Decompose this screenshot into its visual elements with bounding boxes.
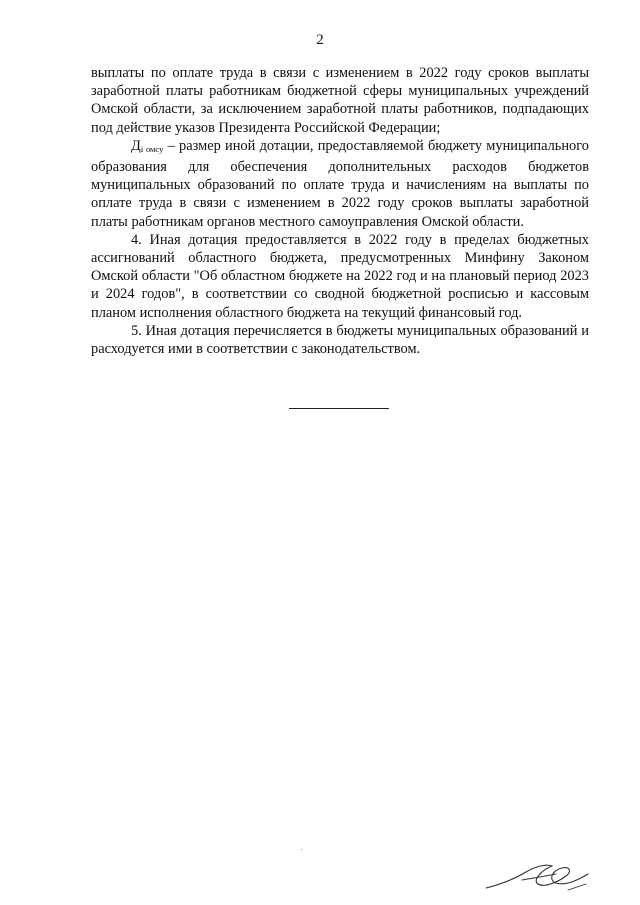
handwritten-signature <box>482 850 592 895</box>
document-body <box>91 64 589 358</box>
paragraph-item-5: 5. Иная дотация перечисляется в бюджеты муниципальных образований и расходуется ими в соответствии с законодательством. <box>91 322 589 358</box>
formula-symbol: Д <box>131 137 141 154</box>
end-of-text-rule <box>289 408 389 409</box>
definition-text: – размер иной дотации, предоставляемой бюджету муниципального образования для обеспечения дополнительных расходов бюджетов муниципальных образований по оплате труда и начислениям на выплаты по оплате труда в связи с изменением в 2022 году сроков выплаты заработной платы работникам органов местного самоуправления Омской области. <box>91 137 589 230</box>
paragraph-item-4: 4. Иная дотация предоставляется в 2022 году в пределах бюджетных ассигнований областного бюджета, предусмотренных Минфину Законом Омской области "Об областном бюджете на 2022 год и на плановый период 2023 и 2024 годов", в соответствии со сводной бюджетной росписью и кассовым планом исполнения областного бюджета на текущий финансовый год. <box>91 231 589 321</box>
page-number: 2 <box>316 32 324 48</box>
formula-subscript: i омсу <box>140 143 164 154</box>
paragraph-continuation: выплаты по оплате труда в связи с изменением в 2022 году сроков выплаты заработной платы работникам бюджетной сферы муниципальных учреждений Омской области, за исключением заработной платы работников, подпадающих под действие указов Президента Российской Федерации; <box>91 65 589 136</box>
paragraph-definition <box>91 137 589 231</box>
scan-dot <box>301 849 302 850</box>
